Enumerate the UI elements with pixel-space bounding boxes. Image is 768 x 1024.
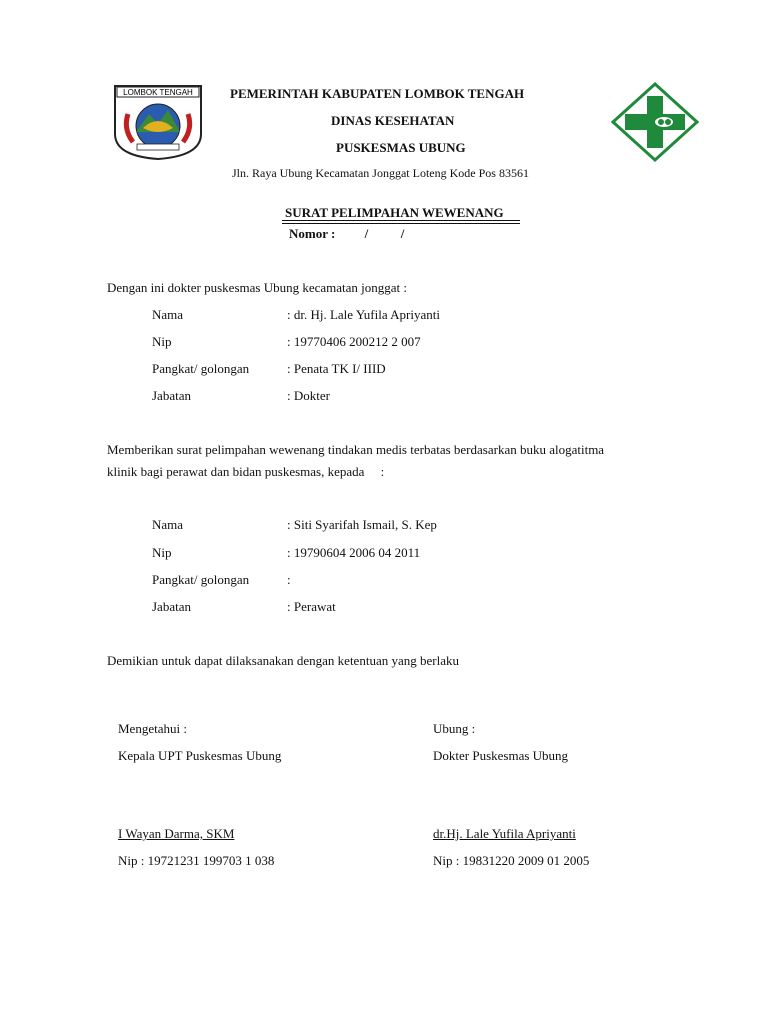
doctor-jabatan-value: : Dokter (287, 388, 330, 403)
signature-left-name: I Wayan Darma, SKM (118, 826, 235, 841)
signature-right-name: dr.Hj. Lale Yufila Apriyanti (433, 826, 576, 841)
recipient-jabatan-label: Jabatan (152, 599, 191, 614)
recipient-pangkat-label: Pangkat/ golongan (152, 572, 250, 587)
puskesmas-cross-icon (611, 82, 699, 162)
puskesmas-logo (611, 82, 699, 162)
recipient-pangkat-value: : (287, 572, 291, 587)
doctor-pangkat-value: : Penata TK I/ IIID (287, 361, 386, 376)
signature-right-caption: Ubung : (433, 721, 476, 736)
doctor-pangkat-label: Pangkat/ golongan (152, 361, 250, 376)
title-underline-2 (282, 223, 520, 224)
recipient-nama-value: : Siti Syarifah Ismail, S. Kep (287, 517, 437, 532)
paragraph-line-2: klinik bagi perawat dan bidan puskesmas, kepada : (107, 464, 385, 479)
signature-left-nip: Nip : 19721231 199703 1 038 (118, 853, 275, 868)
document-title: SURAT PELIMPAHAN WEWENANG (285, 205, 504, 220)
lombok-tengah-logo (113, 84, 203, 160)
recipient-nip-label: Nip (152, 545, 172, 560)
recipient-nip-value: : 19790604 2006 04 2011 (287, 545, 421, 560)
doctor-nip-value: : 19770406 200212 2 007 (287, 334, 421, 349)
lombok-tengah-emblem-icon (113, 84, 203, 160)
recipient-nama-label: Nama (152, 517, 184, 532)
header-puskesmas: PUSKESMAS UBUNG (336, 140, 466, 155)
document-number: Nomor : / / (289, 226, 405, 241)
doctor-jabatan-label: Jabatan (152, 388, 191, 403)
signature-right-role: Dokter Puskesmas Ubung (433, 748, 569, 763)
logo-left-text: LOMBOK TENGAH (123, 88, 193, 97)
signature-left-caption: Mengetahui : (118, 721, 187, 736)
header-address: Jln. Raya Ubung Kecamatan Jonggat Loteng Kode Pos 83561 (232, 166, 529, 180)
header-government: PEMERINTAH KABUPATEN LOMBOK TENGAH (230, 86, 525, 101)
recipient-jabatan-value: : Perawat (287, 599, 336, 614)
paragraph-line-1: Memberikan surat pelimpahan wewenang tindakan medis terbatas berdasarkan buku alogatitma (107, 442, 605, 457)
doctor-nama-value: : dr. Hj. Lale Yufila Apriyanti (287, 307, 440, 322)
doctor-nama-label: Nama (152, 307, 184, 322)
signature-left-role: Kepala UPT Puskesmas Ubung (118, 748, 282, 763)
title-underline-1 (282, 220, 520, 221)
header-department: DINAS KESEHATAN (331, 113, 455, 128)
doctor-nip-label: Nip (152, 334, 172, 349)
intro-text: Dengan ini dokter puskesmas Ubung kecamatan jonggat : (107, 280, 408, 295)
signature-right-nip: Nip : 19831220 2009 01 2005 (433, 853, 590, 868)
closing-text: Demikian untuk dapat dilaksanakan dengan ketentuan yang berlaku (107, 653, 459, 668)
